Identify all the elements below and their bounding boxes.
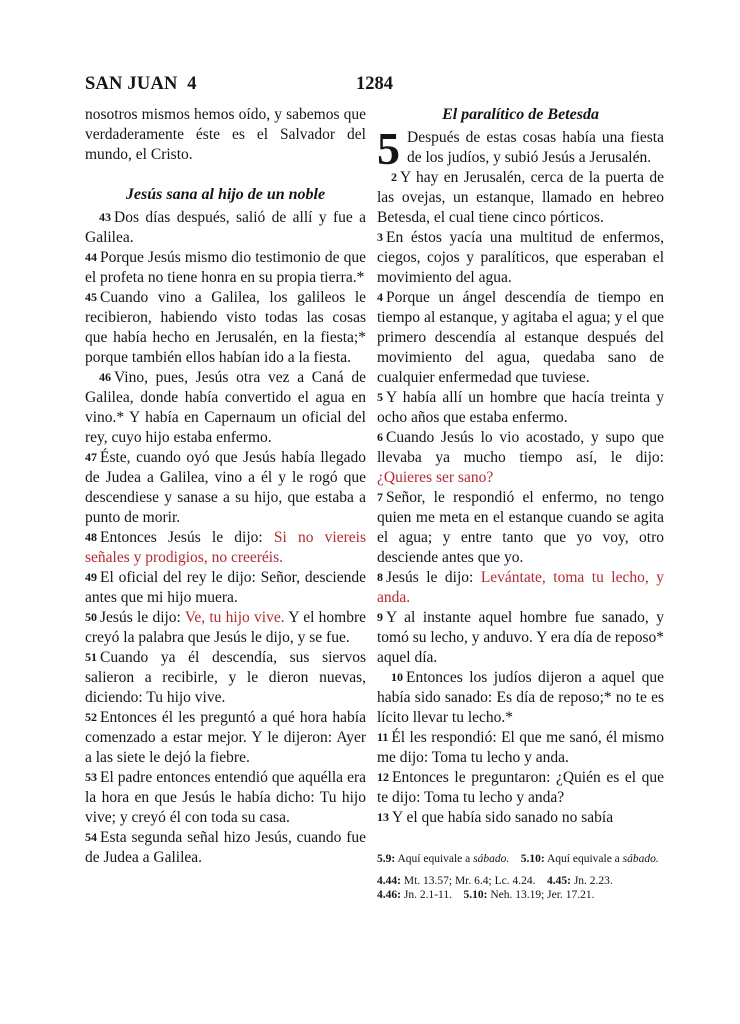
verse-number: 6 [377, 430, 383, 444]
verse-paragraph [377, 768, 664, 808]
body-text: Entonces los judíos dijeron a aquel que había sido sanado: Es día de reposo;* no te es lícito llevar tu lecho.* [377, 669, 664, 726]
body-text: Dos días después, salió de allí y fue a Galilea. [85, 209, 366, 246]
body-text: Éste, cuando oyó que Jesús había llegado de Judea a Galilea, vino a él y le rogó que descendiese y sanase a su hijo, que estaba a punto de morir. [85, 449, 366, 526]
footnote-italic: sábado. [473, 853, 510, 865]
body-text: Jesús le dijo: [386, 569, 481, 586]
body-text: nosotros mismos hemos oído, y sabemos que verdaderamente éste es el Salvador del mundo, el Cristo. [85, 106, 366, 163]
footnote-line [377, 852, 664, 867]
footnote-line [377, 874, 664, 889]
verse-number: 45 [85, 290, 97, 304]
body-text: Jesús le dijo: [100, 609, 185, 626]
footnote-reference: 5.9: [377, 853, 396, 865]
spacer [85, 165, 366, 185]
verse-paragraph [85, 608, 366, 648]
section-heading: Jesús sana al hijo de un noble [125, 186, 326, 203]
verse-paragraph [377, 388, 664, 428]
body-text: Jn. 2.1-11. [400, 889, 464, 901]
body-text: Vino, pues, Jesús otra vez a Caná de Galilea, donde había convertido el agua en vino.* Y había en Capernaum un oficial del rey, cuyo hijo estaba enfermo. [85, 369, 366, 446]
verse-number: 54 [85, 830, 97, 844]
verse-number: 12 [377, 770, 389, 784]
verse-paragraph [377, 668, 664, 728]
verse-paragraph [85, 648, 366, 708]
verse-paragraph [85, 828, 366, 868]
red-letter-text: ¿Quieres ser sano? [377, 469, 494, 486]
verse-paragraph [377, 288, 664, 388]
body-text: Y el hombre creyó la palabra que Jesús le dijo, y se fue. [85, 609, 366, 646]
body-text: Entonces él les preguntó a qué hora había comenzado a estar mejor. Y le dijeron: Ayer a las siete le dejó la fiebre. [85, 709, 366, 766]
section-heading: El paralítico de Betesda [442, 106, 599, 123]
verse-paragraph [85, 448, 366, 528]
verse-paragraph [377, 428, 664, 488]
page-header [85, 74, 664, 98]
body-text: Cuando ya él descendía, sus siervos salieron a recibirle, y le dieron nuevas, diciendo: Tu hijo vive. [85, 649, 366, 706]
verse-number: 4 [377, 290, 383, 304]
verse-paragraph [377, 808, 664, 828]
body-text: Entonces le preguntaron: ¿Quién es el que te dijo: Toma tu lecho y anda? [377, 769, 664, 806]
verse-paragraph [377, 568, 664, 608]
verse-number: 53 [85, 770, 97, 784]
verse-paragraph [377, 608, 664, 668]
verse-number: 8 [377, 570, 383, 584]
verse-paragraph [377, 488, 664, 568]
body-text: Entonces Jesús le dijo: [100, 529, 274, 546]
verse-number: 52 [85, 710, 97, 724]
body-text: Aquí equivale a [395, 853, 474, 865]
verse-paragraph [85, 368, 366, 448]
verse-paragraph [85, 208, 366, 248]
footnote-reference: 5.10: [520, 853, 545, 865]
verse-number: 48 [85, 530, 97, 544]
verse-paragraph [377, 168, 664, 228]
body-text: El padre entonces entendió que aquélla era la hora en que Jesús le había dicho: Tu hijo vive; y creyó él con toda su casa. [85, 769, 366, 826]
verse-paragraph [85, 568, 366, 608]
verse-number: 50 [85, 610, 97, 624]
body-text: En éstos yacía una multitud de enfermos, ciegos, cojos y paralíticos, que esperaban el movimiento del agua. [377, 229, 664, 286]
body-text: Y había allí un hombre que hacía treinta y ocho años que estaba enfermo. [377, 389, 664, 426]
body-text [509, 853, 521, 865]
verse-paragraph [85, 768, 366, 828]
verse-number: 5 [377, 390, 383, 404]
verse-paragraph [85, 708, 366, 768]
footnote-reference: 5.10: [463, 889, 488, 901]
verse-number: 3 [377, 230, 383, 244]
body-text: Aquí equivale a [544, 853, 623, 865]
verse-number: 44 [85, 250, 97, 264]
page-number: 1284 [356, 74, 393, 94]
footnote-reference: 4.45: [546, 874, 571, 887]
verse-paragraph [377, 228, 664, 288]
footnote-reference: 4.46: [377, 889, 401, 901]
verse-number: 13 [377, 810, 389, 824]
text-columns [85, 105, 664, 903]
red-letter-text: Ve, tu hijo vive. [184, 609, 285, 626]
verse-paragraph [85, 248, 366, 288]
red-letter-text: Si no viereis señales y prodigios, no creeréis. [85, 529, 366, 566]
book-title: SAN JUAN 4 [85, 74, 197, 94]
red-letter-text: Levántate, toma tu lecho, y anda. [377, 569, 664, 606]
body-text: Jn. 2.23. [570, 874, 613, 887]
verse-number: 9 [377, 610, 383, 624]
verse-number: 47 [85, 450, 97, 464]
verse-paragraph [377, 728, 664, 768]
verse-number: 7 [377, 490, 383, 504]
body-text: Cuando Jesús lo vio acostado, y supo que llevaba ya mucho tiempo así, le dijo: [377, 429, 664, 466]
body-text: Y el que había sido sanado no sabía [392, 809, 614, 826]
chapter-opening-paragraph [377, 123, 664, 174]
body-text: Y al instante aquel hombre fue sanado, y tomó su lecho, y anduvo. Y era día de reposo* aquel día. [377, 609, 664, 666]
body-text: Y hay en Jerusalén, cerca de la puerta de las ovejas, un estanque, llamado en hebreo Betesda, el cual tiene cinco pórticos. [377, 169, 664, 226]
verse-number: 51 [85, 650, 97, 664]
footnote-reference: 4.44: [377, 874, 401, 887]
verse-number: 46 [99, 370, 111, 384]
body-text: Él les respondió: El que me sanó, él mismo me dijo: Toma tu lecho y anda. [377, 729, 664, 766]
left-column [85, 105, 366, 868]
footnote-italic: sábado. [622, 853, 659, 865]
footnote-line [377, 888, 664, 903]
body-text: Señor, le respondió el enfermo, no tengo quien me meta en el estanque cuando se agita el agua; y entre tanto que yo voy, otro desciende antes que yo. [377, 489, 664, 566]
chapter-number-drop-cap: 5 [377, 123, 400, 174]
verse-number: 43 [99, 210, 111, 224]
verse-paragraph [85, 288, 366, 368]
verse-paragraph [85, 105, 366, 165]
verse-number: 2 [391, 170, 397, 184]
body-text: El oficial del rey le dijo: Señor, desciende antes que mi hijo muera. [85, 569, 366, 606]
body-text: Esta segunda señal hizo Jesús, cuando fue de Judea a Galilea. [85, 829, 366, 866]
footnotes-block [377, 852, 664, 903]
body-text: Neh. 13.19; Jer. 17.21. [487, 889, 595, 901]
body-text: Porque Jesús mismo dio testimonio de que el profeta no tiene honra en su propia tierra.* [85, 249, 366, 286]
body-text: Cuando vino a Galilea, los galileos le recibieron, habiendo visto todas las cosas que había hecho en Jerusalén, en la fiesta;* porque también ellos habían ido a la fiesta. [85, 289, 366, 366]
right-column [377, 105, 664, 903]
verse-number: 10 [391, 670, 403, 684]
verse-number: 11 [377, 730, 389, 744]
verse-paragraph [85, 528, 366, 568]
body-text: Después de estas cosas había una fiesta de los judíos, y subió Jesús a Jerusalén. [407, 129, 664, 166]
body-text: Mt. 13.57; Mr. 6.4; Lc. 4.24. [400, 874, 547, 887]
body-text: Porque un ángel descendía de tiempo en tiempo al estanque, y agitaba el agua; y el que primero descendía al estanque después del movimiento del agua, quedaba sano de cualquier enfermedad que tuviese. [377, 289, 664, 386]
verse-number: 49 [85, 570, 97, 584]
